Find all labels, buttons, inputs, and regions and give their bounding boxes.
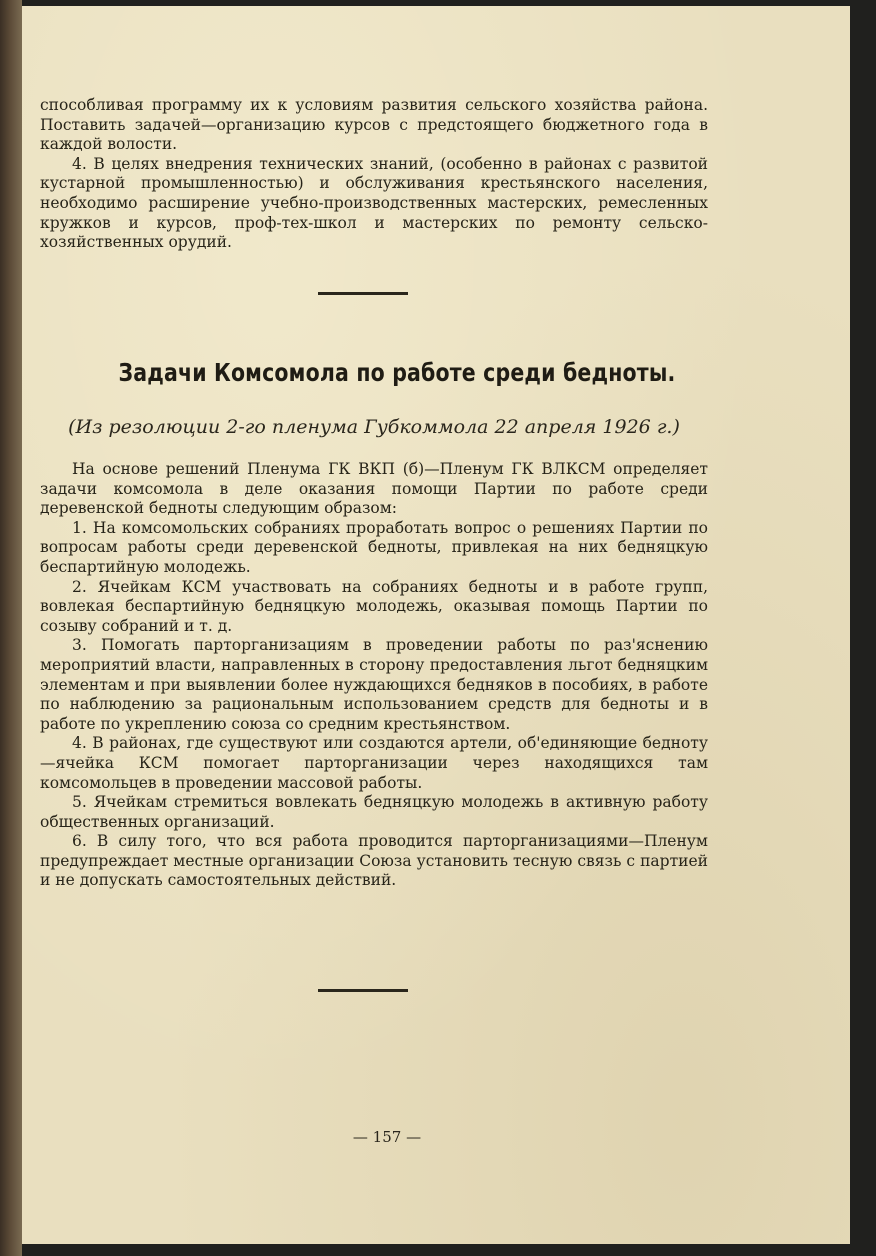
- section2-item-6: 6. В силу того, что вся работа проводится парторганизациями—Пленум предупреждает местные организации Союза установить тесную связь с партией и не допускать самостоятельных действий.: [40, 832, 708, 890]
- book-spine-edge: [0, 0, 22, 1256]
- section1-paragraph-2: 4. В целях внедрения технических знаний, (особенно в районах с развитой кустарной промышленностью) и обслуживания крестьянского населения, необходимо расширение учебно-производственных мастерских, ремесленных кружков и курсов, проф-тех-школ и мастерских по ремонту сельско-хозяйственных орудий.: [40, 154, 708, 252]
- page-number: — 157 —: [352, 1128, 422, 1146]
- section2-item-5: 5. Ячейкам стремиться вовлекать бедняцкую молодежь в активную работу общественных организаций.: [40, 793, 708, 831]
- section2-intro: На основе решений Пленума ГК ВКП (б)—Пленум ГК ВЛКСМ определяет задачи комсомола в деле оказания помощи Партии по работе среди деревенской бедноты следующим образом:: [40, 460, 708, 518]
- document-page: [22, 6, 850, 1244]
- section-divider-bottom: [318, 989, 408, 992]
- section-subheading: (Из резолюции 2-го пленума Губкоммола 22 апреля 1926 г.): [68, 416, 680, 438]
- section2-item-2: 2. Ячейкам КСМ участвовать на собраниях бедноты и в работе групп, вовлекая беспартийную бедняцкую молодежь, оказывая помощь Партии по созыву собраний и т. д.: [40, 577, 708, 635]
- section1-text: [40, 96, 708, 253]
- section2-text: [40, 460, 708, 891]
- section2-item-4: 4. В районах, где существуют или создаются артели, об'единяющие бедноту—ячейка КСМ помогает парторганизации через находящихся там комсомольцев в проведении массовой работы.: [40, 734, 708, 792]
- section2-item-1: 1. На комсомольских собраниях проработать вопрос о решениях Партии по вопросам работы среди деревенской бедноты, привлекая на них бедняцкую беспартийную молодежь.: [40, 518, 708, 576]
- section-heading: Задачи Комсомола по работе среди бедноты.: [118, 358, 676, 387]
- section1-paragraph-1: способливая программу их к условиям развития сельского хозяйства района. Поставить задачей—организацию курсов с предстоящего бюджетного года в каждой волости.: [40, 96, 708, 154]
- section2-item-3: 3. Помогать парторганизациям в проведении работы по раз'яснению мероприятий власти, направленных в сторону предоставления льгот бедняцким элементам и при выявлении более нуждающихся бедняков в пособиях, в работе по наблюдению за рациональным использованием средств для бедноты и в работе по укреплению союза со средним крестьянством.: [40, 636, 708, 733]
- section-divider-top: [318, 292, 408, 295]
